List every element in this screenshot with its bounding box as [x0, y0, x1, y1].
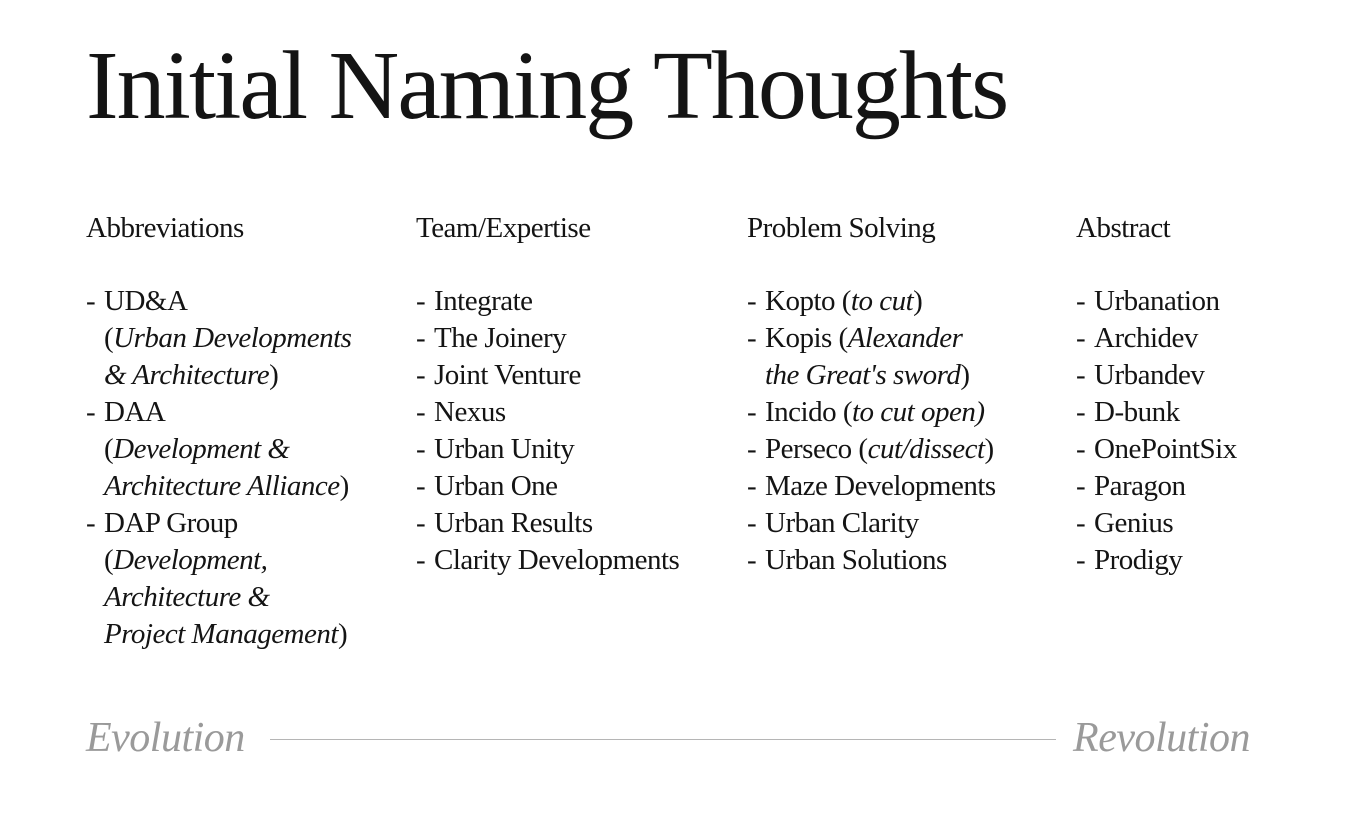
- list-item: [416, 394, 679, 431]
- list-item: [416, 542, 679, 579]
- item-line: (Urban Developments: [104, 322, 352, 354]
- italic-text: Urban Developments: [113, 322, 352, 354]
- list-item: [747, 505, 996, 542]
- list-dash: -: [1076, 359, 1086, 391]
- italic-text: the Great's sword: [765, 359, 961, 391]
- list-dash: -: [1076, 507, 1086, 539]
- item-line: Maze Developments: [765, 470, 996, 502]
- list-item: [86, 505, 351, 653]
- item-line: D-bunk: [1094, 396, 1180, 428]
- italic-text: Development &: [113, 433, 290, 465]
- item-line: Urbanation: [1094, 285, 1220, 317]
- list-dash: -: [416, 433, 426, 465]
- column-team-expertise: [416, 208, 680, 576]
- name-list: [747, 283, 996, 579]
- list-item: [416, 468, 679, 505]
- list-dash: -: [86, 507, 96, 539]
- item-line: DAA: [104, 396, 166, 428]
- italic-text: Architecture &: [104, 581, 270, 613]
- column-problem-solving: [747, 208, 996, 576]
- item-line: Urban Results: [434, 507, 593, 539]
- column-abstract: [1076, 208, 1237, 576]
- list-item: [416, 357, 679, 394]
- item-line: Architecture Alliance): [104, 470, 349, 502]
- item-line: Joint Venture: [434, 359, 581, 391]
- list-dash: -: [416, 322, 426, 354]
- list-dash: -: [747, 396, 757, 428]
- list-dash: -: [747, 544, 757, 576]
- list-item: [1076, 431, 1237, 468]
- column-heading: Abstract: [1076, 212, 1171, 244]
- name-list: [86, 283, 351, 653]
- name-list: [416, 283, 679, 579]
- list-item: [416, 283, 679, 320]
- item-line: Archidev: [1094, 322, 1198, 354]
- list-item: [86, 394, 351, 505]
- list-item: [747, 394, 996, 431]
- item-line: Clarity Developments: [434, 544, 680, 576]
- list-dash: -: [416, 396, 426, 428]
- item-line: Genius: [1094, 507, 1174, 539]
- list-item: [1076, 468, 1237, 505]
- item-line: OnePointSix: [1094, 433, 1237, 465]
- column-heading: Problem Solving: [747, 212, 936, 244]
- italic-text: & Architecture: [104, 359, 270, 391]
- list-dash: -: [416, 544, 426, 576]
- item-line: & Architecture): [104, 359, 279, 391]
- list-dash: -: [747, 507, 757, 539]
- list-dash: -: [416, 470, 426, 502]
- item-line: Incido (to cut open): [765, 396, 985, 428]
- italic-text: Project Management: [104, 618, 338, 650]
- evolution-label: Evolution: [86, 715, 245, 761]
- item-line: Kopis (Alexander: [765, 322, 963, 354]
- list-dash: -: [747, 285, 757, 317]
- item-line: the Great's sword): [765, 359, 970, 391]
- list-item: [747, 283, 996, 320]
- italic-text: Alexander: [847, 322, 963, 354]
- item-line: The Joinery: [434, 322, 567, 354]
- list-item: [1076, 394, 1237, 431]
- item-line: Urban Clarity: [765, 507, 919, 539]
- list-item: [747, 431, 996, 468]
- list-item: [1076, 505, 1237, 542]
- italic-text: to cut open): [852, 396, 985, 428]
- item-line: Paragon: [1094, 470, 1186, 502]
- list-item: [747, 320, 996, 394]
- evolution-revolution-scale: [86, 712, 1250, 764]
- list-dash: -: [86, 285, 96, 317]
- list-dash: -: [1076, 433, 1086, 465]
- column-abbreviations: [86, 208, 352, 650]
- item-line: Kopto (to cut): [765, 285, 923, 317]
- item-line: Nexus: [434, 396, 506, 428]
- italic-text: to cut: [850, 285, 914, 317]
- item-line: [104, 579, 351, 616]
- item-line: Perseco (cut/dissect): [765, 433, 994, 465]
- item-line: DAP Group: [104, 507, 238, 539]
- revolution-label: Revolution: [1073, 715, 1250, 761]
- list-item: [1076, 320, 1237, 357]
- list-dash: -: [1076, 544, 1086, 576]
- list-dash: -: [1076, 285, 1086, 317]
- italic-text: cut/dissect: [867, 433, 985, 465]
- list-item: [1076, 542, 1237, 579]
- page-title: Initial Naming Thoughts: [86, 32, 1008, 140]
- italic-text: Architecture Alliance: [104, 470, 340, 502]
- scale-line: [270, 739, 1056, 740]
- italic-text: Development,: [113, 544, 268, 576]
- item-line: Urbandev: [1094, 359, 1205, 391]
- list-dash: -: [416, 507, 426, 539]
- item-line: Urban Unity: [434, 433, 575, 465]
- list-item: [1076, 283, 1237, 320]
- item-line: (Development &: [104, 433, 290, 465]
- list-dash: -: [1076, 470, 1086, 502]
- list-dash: -: [1076, 396, 1086, 428]
- list-dash: -: [1076, 322, 1086, 354]
- list-dash: -: [416, 359, 426, 391]
- list-item: [416, 320, 679, 357]
- list-item: [747, 468, 996, 505]
- item-line: (Development,: [104, 544, 268, 576]
- list-dash: -: [86, 396, 96, 428]
- item-line: Project Management): [104, 618, 348, 650]
- name-list: [1076, 283, 1237, 579]
- column-heading: Abbreviations: [86, 212, 244, 244]
- item-line: Urban One: [434, 470, 558, 502]
- item-line: Integrate: [434, 285, 533, 317]
- list-dash: -: [747, 433, 757, 465]
- item-line: Prodigy: [1094, 544, 1183, 576]
- item-line: Urban Solutions: [765, 544, 947, 576]
- list-item: [416, 431, 679, 468]
- list-dash: -: [747, 470, 757, 502]
- list-item: [747, 542, 996, 579]
- list-item: [1076, 357, 1237, 394]
- list-dash: -: [747, 322, 757, 354]
- list-item: [416, 505, 679, 542]
- column-heading: Team/Expertise: [416, 212, 591, 244]
- item-line: UD&A: [104, 285, 188, 317]
- list-item: [86, 283, 351, 394]
- list-dash: -: [416, 285, 426, 317]
